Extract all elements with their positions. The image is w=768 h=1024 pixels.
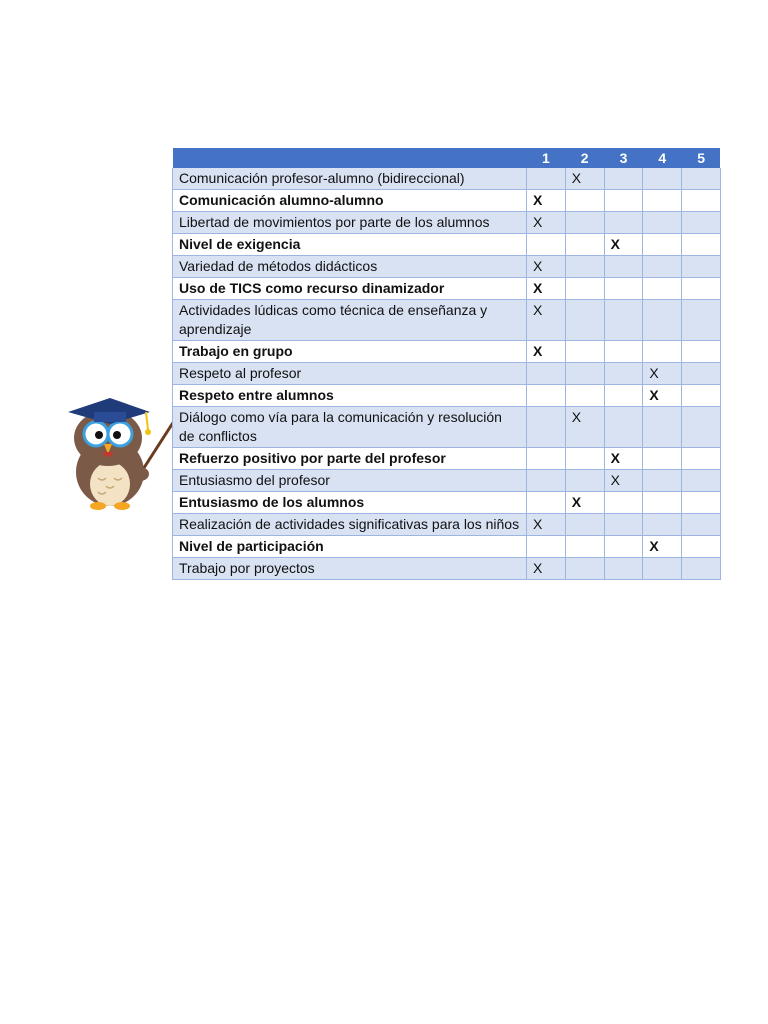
mark-cell-4: X — [643, 363, 682, 385]
mark-cell-1 — [527, 363, 566, 385]
mark-cell-3 — [604, 190, 643, 212]
evaluation-table — [172, 148, 720, 580]
mark-cell-3 — [604, 256, 643, 278]
row-label: Trabajo en grupo — [173, 341, 527, 363]
mark-cell-2 — [565, 256, 604, 278]
row-label: Comunicación alumno-alumno — [173, 190, 527, 212]
row-label: Comunicación profesor-alumno (bidireccional) — [173, 168, 527, 190]
mark-cell-2 — [565, 514, 604, 536]
row-label: Entusiasmo de los alumnos — [173, 492, 527, 514]
mark-cell-3 — [604, 341, 643, 363]
table-row — [173, 470, 721, 492]
mark-cell-2 — [565, 234, 604, 256]
mark-cell-1 — [527, 448, 566, 470]
mark-cell-3 — [604, 558, 643, 580]
mark-cell-1 — [527, 470, 566, 492]
mark-cell-5 — [682, 363, 721, 385]
mark-cell-2 — [565, 341, 604, 363]
table-row — [173, 407, 721, 448]
row-label: Trabajo por proyectos — [173, 558, 527, 580]
mark-cell-1 — [527, 407, 566, 448]
mark-cell-3: X — [604, 448, 643, 470]
mark-cell-1: X — [527, 212, 566, 234]
mark-cell-5 — [682, 492, 721, 514]
table-row — [173, 341, 721, 363]
mark-cell-2: X — [565, 407, 604, 448]
row-label: Actividades lúdicas como técnica de enseñanza y aprendizaje — [173, 300, 527, 341]
mark-cell-4 — [643, 448, 682, 470]
mark-cell-5 — [682, 256, 721, 278]
table-row — [173, 300, 721, 341]
mark-cell-2 — [565, 363, 604, 385]
mark-cell-1 — [527, 492, 566, 514]
table-row — [173, 278, 721, 300]
mark-cell-5 — [682, 385, 721, 407]
mark-cell-1 — [527, 168, 566, 190]
row-label: Entusiasmo del profesor — [173, 470, 527, 492]
mark-cell-1: X — [527, 256, 566, 278]
mark-cell-1: X — [527, 341, 566, 363]
header-col-4: 4 — [643, 148, 682, 168]
mark-cell-5 — [682, 190, 721, 212]
mark-cell-3 — [604, 278, 643, 300]
row-label: Refuerzo positivo por parte del profesor — [173, 448, 527, 470]
mark-cell-2 — [565, 536, 604, 558]
row-label: Diálogo como vía para la comunicación y resolución de conflictos — [173, 407, 527, 448]
mark-cell-4 — [643, 407, 682, 448]
mark-cell-2 — [565, 300, 604, 341]
mark-cell-1 — [527, 234, 566, 256]
header-col-2: 2 — [565, 148, 604, 168]
mark-cell-5 — [682, 168, 721, 190]
mark-cell-4: X — [643, 385, 682, 407]
mark-cell-4 — [643, 168, 682, 190]
mark-cell-2: X — [565, 492, 604, 514]
header-col-1: 1 — [527, 148, 566, 168]
header-col-3: 3 — [604, 148, 643, 168]
mark-cell-5 — [682, 558, 721, 580]
mark-cell-4 — [643, 514, 682, 536]
mark-cell-4 — [643, 558, 682, 580]
mark-cell-5 — [682, 470, 721, 492]
mark-cell-2 — [565, 385, 604, 407]
header-row — [173, 148, 721, 168]
mark-cell-2 — [565, 470, 604, 492]
mark-cell-3 — [604, 492, 643, 514]
mark-cell-4 — [643, 256, 682, 278]
mark-cell-4 — [643, 470, 682, 492]
table-row — [173, 212, 721, 234]
mark-cell-5 — [682, 341, 721, 363]
mark-cell-3: X — [604, 234, 643, 256]
mark-cell-1 — [527, 385, 566, 407]
mark-cell-3 — [604, 407, 643, 448]
mark-cell-3 — [604, 300, 643, 341]
header-label-cell — [173, 148, 527, 168]
row-label: Realización de actividades significativas para los niños — [173, 514, 527, 536]
mark-cell-5 — [682, 278, 721, 300]
mark-cell-2: X — [565, 168, 604, 190]
mark-cell-3 — [604, 168, 643, 190]
mark-cell-4 — [643, 190, 682, 212]
table-row — [173, 514, 721, 536]
mark-cell-2 — [565, 558, 604, 580]
mark-cell-3 — [604, 363, 643, 385]
header-col-5: 5 — [682, 148, 721, 168]
mark-cell-1: X — [527, 558, 566, 580]
table-row — [173, 363, 721, 385]
mark-cell-1: X — [527, 278, 566, 300]
mark-cell-5 — [682, 234, 721, 256]
table-row — [173, 385, 721, 407]
mark-cell-5 — [682, 536, 721, 558]
mark-cell-1: X — [527, 190, 566, 212]
table-row — [173, 256, 721, 278]
mark-cell-3: X — [604, 470, 643, 492]
mark-cell-4 — [643, 341, 682, 363]
table-row — [173, 558, 721, 580]
mark-cell-5 — [682, 407, 721, 448]
table-row — [173, 448, 721, 470]
row-label: Uso de TICS como recurso dinamizador — [173, 278, 527, 300]
mark-cell-2 — [565, 212, 604, 234]
mark-cell-4: X — [643, 536, 682, 558]
table-row — [173, 492, 721, 514]
table-row — [173, 168, 721, 190]
row-label: Variedad de métodos didácticos — [173, 256, 527, 278]
mark-cell-4 — [643, 212, 682, 234]
row-label: Nivel de participación — [173, 536, 527, 558]
mark-cell-1 — [527, 536, 566, 558]
mark-cell-3 — [604, 212, 643, 234]
row-label: Respeto entre alumnos — [173, 385, 527, 407]
owl-teacher-icon — [58, 392, 180, 519]
mark-cell-4 — [643, 234, 682, 256]
table-row — [173, 190, 721, 212]
row-label: Respeto al profesor — [173, 363, 527, 385]
mark-cell-5 — [682, 300, 721, 341]
mark-cell-2 — [565, 448, 604, 470]
table-row — [173, 234, 721, 256]
mark-cell-4 — [643, 278, 682, 300]
mark-cell-2 — [565, 278, 604, 300]
row-label: Libertad de movimientos por parte de los alumnos — [173, 212, 527, 234]
mark-cell-4 — [643, 300, 682, 341]
mark-cell-1: X — [527, 514, 566, 536]
mark-cell-3 — [604, 514, 643, 536]
mark-cell-3 — [604, 536, 643, 558]
mark-cell-4 — [643, 492, 682, 514]
table-row — [173, 536, 721, 558]
mark-cell-5 — [682, 514, 721, 536]
mark-cell-2 — [565, 190, 604, 212]
mark-cell-1: X — [527, 300, 566, 341]
mark-cell-5 — [682, 212, 721, 234]
row-label: Nivel de exigencia — [173, 234, 527, 256]
mark-cell-3 — [604, 385, 643, 407]
mark-cell-5 — [682, 448, 721, 470]
